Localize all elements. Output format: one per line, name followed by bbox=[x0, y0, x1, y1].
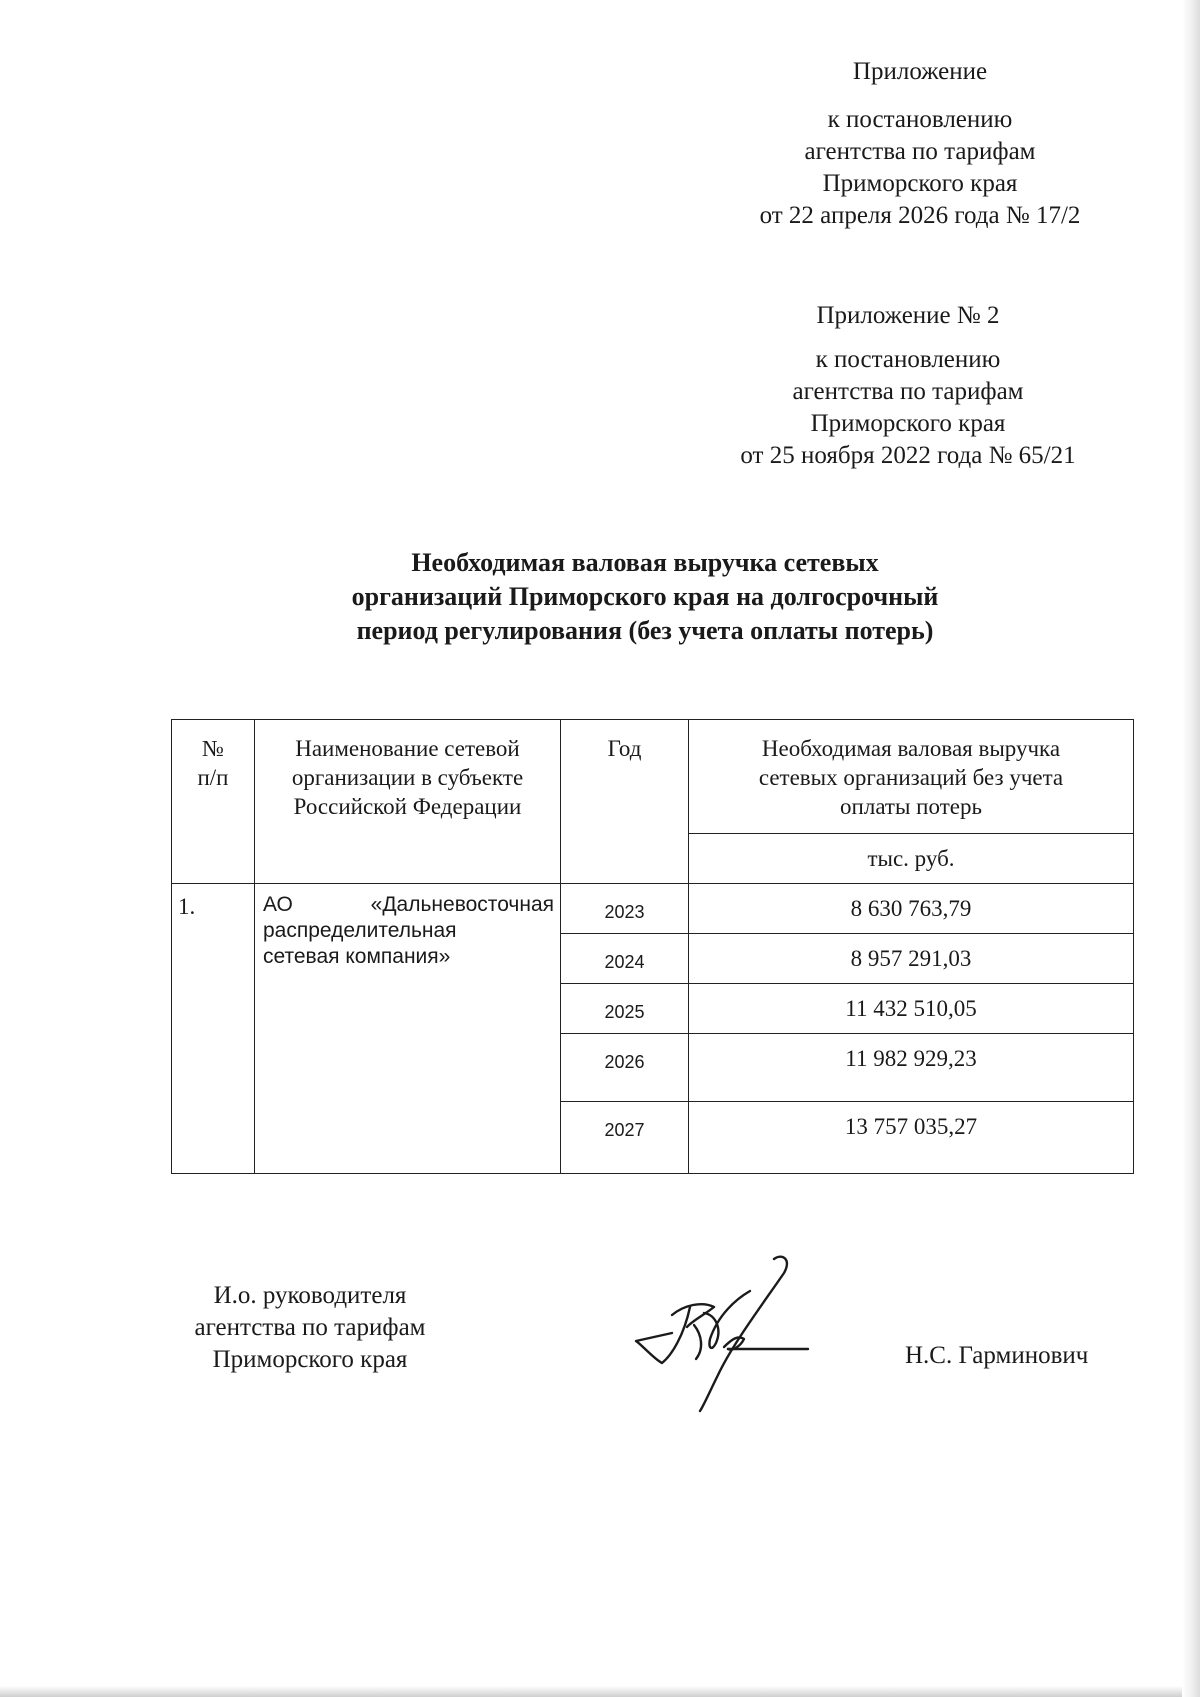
revenue-value: 11 982 929,23 bbox=[689, 1034, 1134, 1102]
scan-edge bbox=[0, 1686, 1200, 1697]
table-header-row bbox=[172, 720, 1134, 834]
attachment-current-line: от 22 апреля 2026 года № 17/2 bbox=[759, 202, 1081, 229]
revenue-value: 8 957 291,03 bbox=[689, 934, 1134, 984]
organization-name: АО «Дальневосточная распределительная сетевая компания» bbox=[255, 884, 561, 1174]
header-number: № п/п bbox=[172, 720, 255, 884]
year-cell: 2024 bbox=[561, 934, 689, 984]
header-unit: тыс. руб. bbox=[689, 834, 1134, 884]
attachment-current-line: к постановлению bbox=[827, 106, 1013, 133]
year-cell: 2025 bbox=[561, 984, 689, 1034]
attachment-current-label: Приложение bbox=[852, 58, 988, 85]
year-cell: 2027 bbox=[561, 1102, 689, 1174]
attachment-current bbox=[720, 56, 1120, 232]
revenue-value: 13 757 035,27 bbox=[689, 1102, 1134, 1174]
attachment-original-line: Приморского края bbox=[810, 410, 1006, 437]
attachment-original-label: Приложение № 2 bbox=[816, 302, 1000, 329]
header-organization: Наименование сетевой организации в субъекте Российской Федерации bbox=[255, 720, 561, 884]
attachment-original bbox=[703, 300, 1113, 472]
title-line: организаций Приморского края на долгосрочный bbox=[351, 582, 939, 611]
attachment-current-line: Приморского края bbox=[822, 170, 1018, 197]
header-year: Год bbox=[561, 720, 689, 884]
title-line: Необходимая валовая выручка сетевых bbox=[411, 548, 879, 577]
revenue-value: 8 630 763,79 bbox=[689, 884, 1134, 934]
handwritten-signature bbox=[632, 1255, 852, 1415]
revenue-value: 11 432 510,05 bbox=[689, 984, 1134, 1034]
table-row bbox=[172, 884, 1134, 934]
signatory-name: Н.С. Гарминович bbox=[905, 1342, 1089, 1369]
document-title bbox=[240, 546, 1050, 648]
year-cell: 2023 bbox=[561, 884, 689, 934]
title-line: период регулирования (без учета оплаты потерь) bbox=[356, 616, 934, 645]
header-revenue: Необходимая валовая выручка сетевых организаций без учета оплаты потерь bbox=[689, 720, 1134, 834]
signatory-position: И.о. руководителя агентства по тарифам Приморского края bbox=[194, 1282, 426, 1373]
attachment-original-line: от 25 ноября 2022 года № 65/21 bbox=[740, 442, 1076, 469]
year-cell: 2026 bbox=[561, 1034, 689, 1102]
row-number: 1. bbox=[172, 884, 255, 1174]
attachment-current-line: агентства по тарифам bbox=[804, 138, 1036, 165]
attachment-original-line: к постановлению bbox=[815, 346, 1001, 373]
revenue-table bbox=[171, 719, 1134, 1174]
attachment-original-line: агентства по тарифам bbox=[792, 378, 1024, 405]
